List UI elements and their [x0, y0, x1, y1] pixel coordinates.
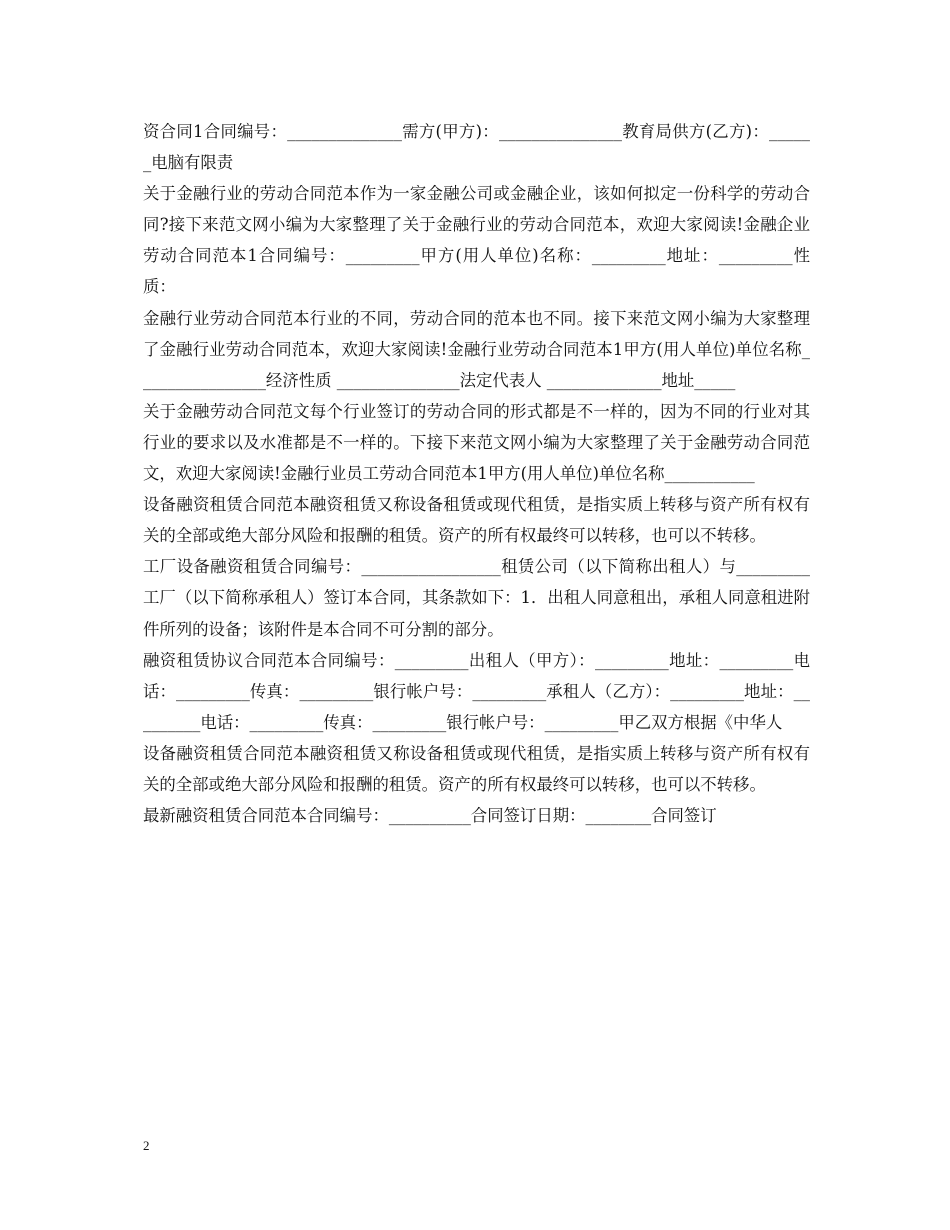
paragraph-6: 工厂设备融资租赁合同编号：_________________租赁公司（以下简称出租人）与_________工厂（以下简称承租人）签订本合同，其条款如下：1．出租人同意租出，承租人同意租进附件所列的设备；该附件是本合同不可分割的部分。 — [143, 557, 810, 639]
paragraph-7: 融资租赁协议合同范本合同编号：_________出租人（甲方）：_________地址：_________电话：_________传真：_________银行帐户号：_________承租人（乙方）：_________地址：_________电话：_________传真：_________银行帐户号：_________甲乙双方根据《中华人 — [143, 650, 810, 732]
paragraph-3: 金融行业劳动合同范本行业的不同，劳动合同的范本也不同。接下来范文网小编为大家整理了金融行业劳动合同范本，欢迎大家阅读!金融行业劳动合同范本1甲方(用人单位)单位名称________________经济性质 _______________法定代表人 ______________地址_____ — [143, 308, 810, 390]
document-body — [143, 116, 810, 831]
paragraph-2: 关于金融行业的劳动合同范本作为一家金融公司或金融企业，该如何拟定一份科学的劳动合同?接下来范文网小编为大家整理了关于金融行业的劳动合同范本，欢迎大家阅读!金融企业劳动合同范本1合同编号：_________甲方(用人单位)名称：_________地址：_________性质： — [143, 184, 810, 297]
paragraph-4: 关于金融劳动合同范文每个行业签订的劳动合同的形式都是不一样的，因为不同的行业对其行业的要求以及水准都是不一样的。下接下来范文网小编为大家整理了关于金融劳动合同范文，欢迎大家阅读!金融行业员工劳动合同范本1甲方(用人单位)单位名称___________ — [143, 401, 810, 484]
page-number: 2 — [143, 1138, 150, 1153]
paragraph-5: 设备融资租赁合同范本融资租赁又称设备租赁或现代租赁，是指实质上转移与资产所有权有关的全部或绝大部分风险和报酬的租赁。资产的所有权最终可以转移，也可以不转移。 — [143, 495, 810, 546]
paragraph-8: 设备融资租赁合同范本融资租赁又称设备租赁或现代租赁，是指实质上转移与资产所有权有关的全部或绝大部分风险和报酬的租赁。资产的所有权最终可以转移，也可以不转移。 — [143, 743, 810, 794]
paragraph-1: 资合同1合同编号：______________需方(甲方)：_______________教育局供方(乙方)：______电脑有限责 — [143, 122, 810, 173]
paragraph-9: 最新融资租赁合同范本合同编号：__________合同签订日期：________合同签订 — [143, 806, 717, 826]
